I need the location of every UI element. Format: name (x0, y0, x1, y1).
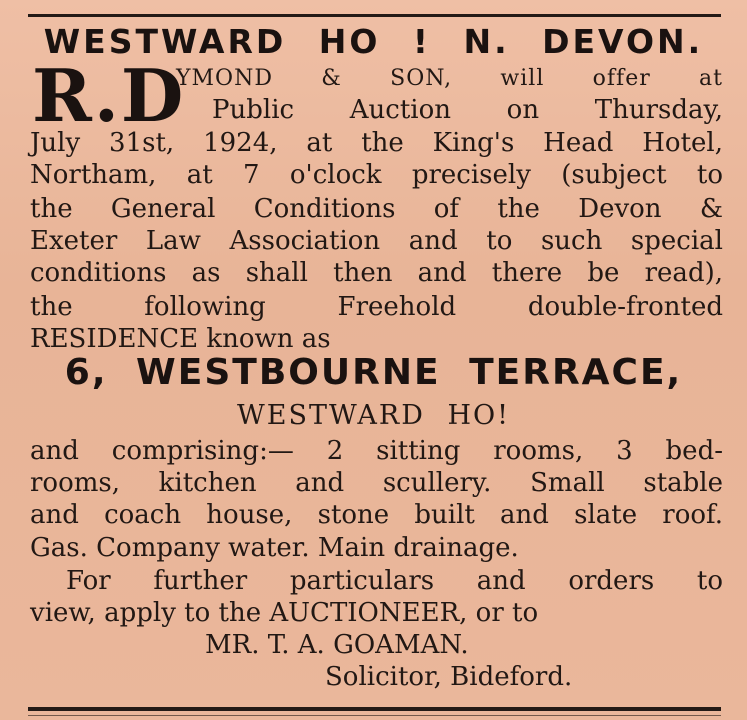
top-rule (28, 14, 721, 17)
text-line-8: the following Freehold double-fronted (30, 292, 723, 322)
solicitor-name: MR. T. A. GOAMAN. (205, 630, 469, 660)
detail-line-3: and coach house, stone built and slate roof. (30, 500, 723, 530)
text-line-5: the General Conditions of the Devon & (30, 194, 723, 224)
detail-line-5: For further particulars and orders to (66, 566, 723, 596)
solicitor-location: Solicitor, Bideford. (325, 662, 573, 692)
bottom-rule-thin (28, 715, 721, 716)
detail-line-6: view, apply to the AUCTIONEER, or to (30, 598, 539, 628)
detail-line-2: rooms, kitchen and scullery. Small stable (30, 468, 723, 498)
text-line-1: YMOND & SON, will offer at (176, 66, 723, 91)
property-address: 6, WESTBOURNE TERRACE, (64, 352, 683, 393)
text-line-9: RESIDENCE known as (30, 324, 331, 354)
text-line-7: conditions as shall then and there be read), (30, 258, 723, 288)
bottom-rule (28, 707, 721, 711)
headline: WESTWARD HO ! N. DEVON. (43, 22, 704, 61)
detail-line-4: Gas. Company water. Main drainage. (30, 533, 519, 563)
drop-initial: R.D (32, 53, 186, 138)
text-line-3: July 31st, 1924, at the King's Head Hotel, (30, 128, 723, 158)
text-line-6: Exeter Law Association and to such special (30, 226, 723, 256)
property-locality: WESTWARD HO! (237, 400, 510, 431)
text-line-4: Northam, at 7 o'clock precisely (subject to (30, 160, 723, 190)
text-line-2: Public Auction on Thursday, (212, 95, 723, 125)
detail-line-1: and comprising:— 2 sitting rooms, 3 bed- (30, 436, 723, 466)
